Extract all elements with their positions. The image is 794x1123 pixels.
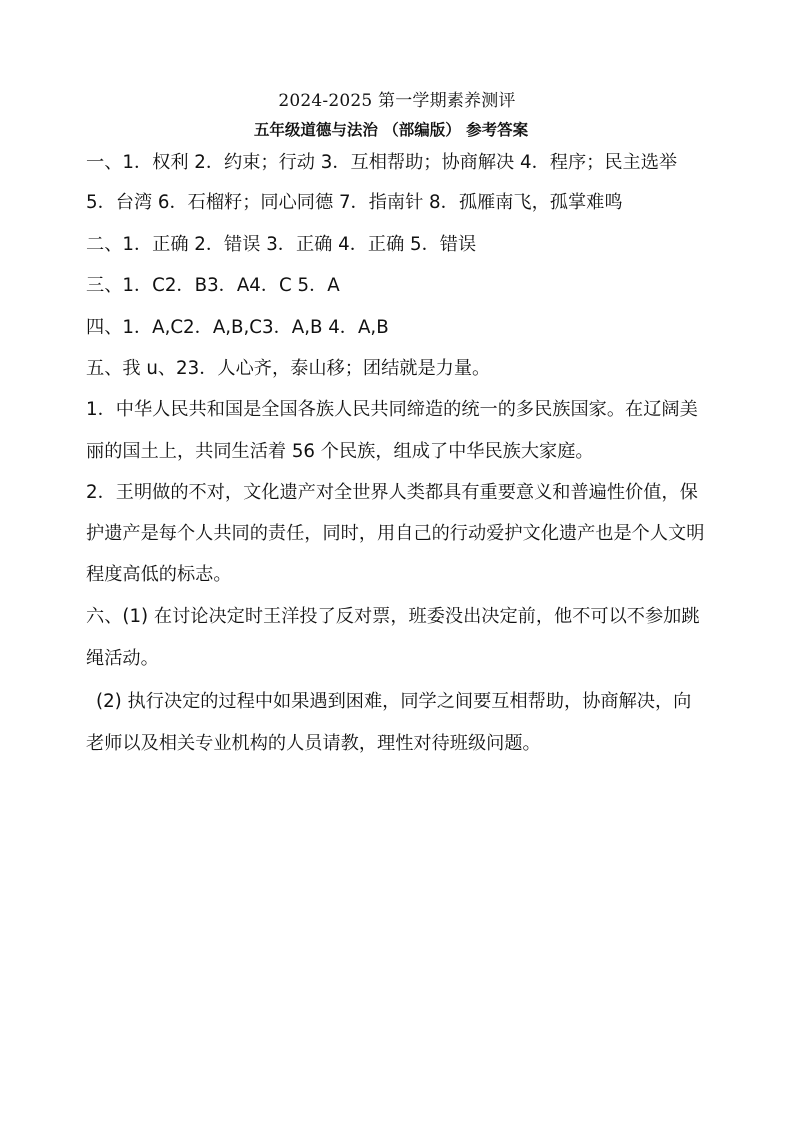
- answer-line-section-3: 三、1．C2．B3．A4．C 5．A: [86, 275, 340, 296]
- answer-line-section-6-part-2-cont: 老师以及相关专业机构的人员请教，理性对待班级问题。: [86, 733, 541, 754]
- answer-line-section-2: 二、1．正确 2．错误 3．正确 4．正确 5．错误: [86, 234, 477, 255]
- answer-line-section-1-part-1: 一、1．权利 2．约束；行动 3．互相帮助；协商解决 4．程序；民主选举: [86, 152, 678, 173]
- document-subtitle: 五年级道德与法治 （部编版） 参考答案: [253, 120, 529, 139]
- answer-paragraph-1-line-2: 丽的国土上，共同生活着 56 个民族，组成了中华民族大家庭。: [86, 441, 594, 462]
- answer-line-section-6-part-1: 六、(1) 在讨论决定时王洋投了反对票，班委没出决定前，他不可以不参加跳: [86, 606, 700, 627]
- answer-paragraph-1-line-1: 1．中华人民共和国是全国各族人民共同缔造的统一的多民族国家。在辽阔美: [86, 399, 698, 420]
- answer-line-section-6-part-1-cont: 绳活动。: [86, 648, 159, 669]
- answer-paragraph-2-line-1: 2．王明做的不对，文化遗产对全世界人类都具有重要意义和普遍性价值，保: [86, 482, 698, 503]
- answer-line-section-1-part-2: 5．台湾 6．石榴籽；同心同德 7．指南针 8．孤雁南飞，孤掌难鸣: [86, 192, 623, 213]
- document-title: 2024-2025 第一学期素养测评: [278, 91, 516, 111]
- answer-line-section-4: 四、1．A,C2．A,B,C3．A,B 4．A,B: [86, 317, 389, 338]
- answer-line-section-6-part-2: (2) 执行决定的过程中如果遇到困难，同学之间要互相帮助，协商解决，向: [96, 691, 692, 712]
- answer-paragraph-2-line-2: 护遗产是每个人共同的责任，同时，用自己的行动爱护文化遗产也是个人文明: [86, 523, 705, 544]
- answer-paragraph-2-line-3: 程度高低的标志。: [86, 564, 232, 585]
- answer-line-section-5: 五、我 u、23．人心齐，泰山移；团结就是力量。: [86, 358, 491, 379]
